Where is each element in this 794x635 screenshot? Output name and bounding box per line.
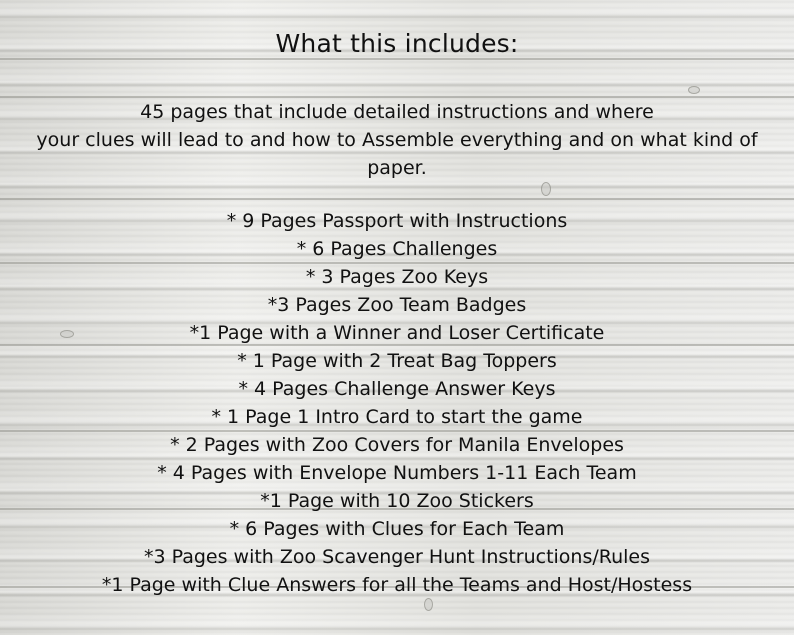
list-item: *1 Page with Clue Answers for all the Teams and Host/Hostess xyxy=(101,574,693,596)
list-item: * 4 Pages with Envelope Numbers 1-11 Each Team xyxy=(157,462,637,484)
list-item: * 2 Pages with Zoo Covers for Manila Envelopes xyxy=(170,434,624,456)
list-item: * 6 Pages Challenges xyxy=(296,238,498,260)
list-item: *1 Page with a Winner and Loser Certificate xyxy=(189,322,605,344)
intro-line: paper. xyxy=(367,157,427,179)
list-item: * 3 Pages Zoo Keys xyxy=(305,266,489,288)
list-item: * 1 Page with 2 Treat Bag Toppers xyxy=(237,350,557,372)
list-item: * 4 Pages Challenge Answer Keys xyxy=(238,378,556,400)
page-title: What this includes: xyxy=(275,29,519,58)
list-item: *1 Page with 10 Zoo Stickers xyxy=(260,490,534,512)
wood-knot xyxy=(688,86,700,94)
list-item: * 9 Pages Passport with Instructions xyxy=(226,210,568,232)
intro-text xyxy=(0,98,794,182)
plank-seam xyxy=(0,198,794,200)
wood-knot xyxy=(541,182,551,196)
list-item: * 1 Page 1 Intro Card to start the game xyxy=(211,406,583,428)
list-item: *3 Pages with Zoo Scavenger Hunt Instructions/Rules xyxy=(143,546,651,568)
list-item: *3 Pages Zoo Team Badges xyxy=(267,294,527,316)
intro-line: 45 pages that include detailed instructions and where xyxy=(140,101,654,123)
wood-knot xyxy=(424,598,433,611)
intro-line: your clues will lead to and how to Assemble everything and on what kind of xyxy=(36,129,758,151)
includes-list xyxy=(0,207,794,599)
list-item: * 6 Pages with Clues for Each Team xyxy=(229,518,565,540)
